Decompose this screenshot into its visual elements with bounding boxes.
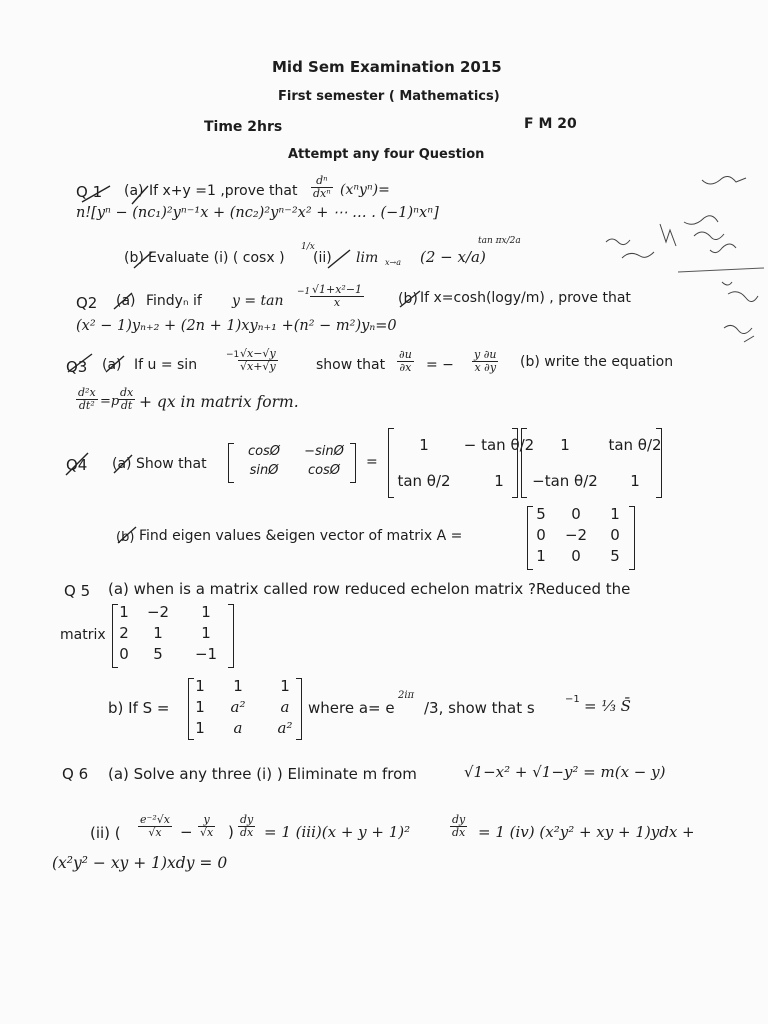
q2a-frac-den: x: [333, 296, 341, 309]
q4-A-cell: 0: [536, 526, 546, 544]
q5-S-cell: 1: [233, 677, 243, 695]
q2a-text: Findyₙ if: [146, 293, 202, 309]
q6-line2: (x²y² − xy + 1)xdy = 0: [52, 854, 228, 872]
q2a-frac-num: √1+x²−1: [312, 283, 363, 296]
q4-m3-cell: 1: [630, 472, 640, 490]
q1a-frac-num: dⁿ: [311, 175, 333, 188]
q6-ii-frac2-num: y: [198, 814, 215, 827]
q2b-line2: (x² − 1)yₙ₊₂ + (2n + 1)xyₙ₊₁ +(n² − m²)yₙ=0: [76, 318, 397, 334]
q3b-mid: =p: [100, 394, 120, 409]
q2b-label: (b): [398, 291, 418, 307]
q4-m3-left-bracket: [521, 428, 527, 498]
q3a-eq-frac2: [472, 349, 498, 374]
q4-m2-cell: 1: [494, 472, 504, 490]
q3b-frac2: [118, 387, 135, 412]
q6-ii-frac3: [238, 814, 255, 839]
q4-m3-right-bracket: [656, 428, 662, 498]
q3a-frac-num: √x−√y: [240, 347, 276, 360]
q3b-frac2-num: dx: [120, 386, 134, 399]
q5-m-cell: 1: [201, 624, 211, 642]
exam-subtitle: First semester ( Mathematics): [278, 89, 500, 104]
exam-marks: F M 20: [524, 116, 577, 132]
q4-m2-cell: 1: [419, 436, 429, 454]
q1a-frac-den: dxⁿ: [313, 187, 331, 200]
q5b-tail: = ⅓ S̄: [584, 697, 631, 715]
q3a-frac-den: √x+√y: [240, 360, 276, 373]
q4-m2-right-bracket: [512, 428, 518, 498]
q6-ii-frac1: [138, 814, 172, 839]
q5-label: Q 5: [64, 582, 91, 600]
q6-ii-mid: −: [180, 823, 193, 841]
q4-matrix-3: [530, 436, 670, 490]
q1a-label: (a): [124, 183, 144, 199]
q4-m3-cell: −tan θ/2: [532, 472, 598, 490]
q4-m3-cell: 1: [560, 436, 570, 454]
q6-ii-frac3-num: dy: [240, 813, 254, 826]
q5-matrix-S: [190, 677, 304, 738]
q1b-ii: (ii): [313, 250, 332, 266]
q6-iii-frac-num: dy: [452, 813, 466, 826]
q4b-label: (b): [116, 530, 135, 545]
q6-ii-frac1-den: √x: [148, 826, 162, 839]
q5-S-cell: a²: [230, 698, 246, 716]
q6-ii-frac2: [198, 814, 215, 839]
q4-m3-cell: tan θ/2: [608, 436, 662, 454]
q3a-show: show that: [316, 357, 386, 373]
q4-m1-cell: cosØ: [307, 463, 341, 478]
q1b-expr-exp: tan πx/2a: [478, 236, 521, 246]
q6-label: Q 6: [62, 765, 89, 783]
exam-instruction: Attempt any four Question: [288, 147, 485, 162]
pen-strikes-q4: [62, 445, 172, 545]
q1-label: Q 1: [76, 183, 103, 201]
q3a-eq-mid: = −: [426, 357, 454, 373]
q4-label: Q4: [66, 456, 88, 474]
pen-strikes-q2: [70, 285, 450, 315]
q4-m1-cell: −sinØ: [304, 444, 344, 459]
q6-ii-text: (ii) (: [90, 824, 121, 842]
q3a-eq-frac1: [397, 349, 414, 374]
q6-ii-frac2-den: √x: [200, 826, 214, 839]
q6-ii-frac1-num: e⁻²√x: [140, 813, 170, 826]
exam-title: Mid Sem Examination 2015: [272, 58, 502, 76]
q3b-frac1-num: d²x: [78, 386, 96, 399]
q5-S-right-bracket: [296, 678, 302, 740]
q2a-label: (a): [116, 293, 136, 309]
q5-matrix-word: matrix: [60, 627, 106, 643]
q4-A-cell: 0: [571, 547, 581, 565]
q1a-line2: n![yⁿ − (nc₁)²yⁿ⁻¹x + (nc₂)²yⁿ⁻²x² + ⋯ … . (−1)ⁿxⁿ]: [76, 205, 439, 221]
q4-A-cell: 1: [536, 547, 546, 565]
q6-iii-frac-den: dx: [452, 826, 466, 839]
q1a-expr: (xⁿyⁿ)=: [340, 182, 390, 198]
q5-S-cell: 1: [195, 719, 205, 737]
q3b-text: (b) write the equation: [520, 354, 674, 370]
q3a-exp: −1: [226, 350, 240, 360]
q5-m-cell: 5: [153, 645, 163, 663]
q5-S-cell: a²: [277, 719, 293, 737]
q1b-exponent: 1/x: [301, 242, 315, 252]
q5-S-cell: 1: [280, 677, 290, 695]
q5-m-cell: 1: [153, 624, 163, 642]
q4b-text: Find eigen values &eigen vector of matrix A =: [139, 528, 463, 544]
q4-A-cell: 0: [571, 505, 581, 523]
q4-A-right-bracket: [629, 506, 635, 570]
q5-m-cell: 1: [119, 603, 129, 621]
exam-time: Time 2hrs: [204, 119, 283, 135]
pen-strikes-q3: [62, 350, 142, 380]
q1b-lim-sub: x→a: [385, 258, 401, 267]
q3b-tail: + qx in matrix form.: [139, 393, 299, 411]
q4-A-cell: 1: [610, 505, 620, 523]
q6a-text: (a) Solve any three (i) ) Eliminate m from: [108, 765, 417, 783]
q2a-eq-exp: −1: [297, 287, 311, 297]
q3b-frac1: [76, 387, 98, 412]
q6-ii-close: ): [228, 823, 234, 841]
q5-S-cell: 1: [195, 698, 205, 716]
q4a-text: (a) Show that: [112, 456, 207, 472]
q6-iii-frac: [450, 814, 467, 839]
handwritten-scribble-graphic: [598, 172, 768, 362]
q5-m-cell: 2: [119, 624, 129, 642]
q4-A-cell: 0: [610, 526, 620, 544]
q2b-text: If x=cosh(logy/m) , prove that: [420, 290, 631, 306]
q4-m1-cell: sinØ: [249, 463, 279, 478]
q1b-label: (b): [124, 250, 144, 266]
q5-S-cell: a: [233, 719, 243, 737]
q6-ii-frac3-den: dx: [240, 826, 254, 839]
q5-m-right-bracket: [228, 604, 234, 668]
q1b-text: Evaluate (i) ( cosx ): [148, 250, 285, 266]
q3b-frac1-den: dt²: [78, 399, 95, 412]
q5b-where-tail: /3, show that s: [424, 699, 535, 717]
q2-label: Q2: [76, 294, 98, 312]
q6a-expr: √1−x² + √1−y² = m(x − y): [464, 763, 666, 781]
q5-m-cell: 1: [201, 603, 211, 621]
q3a-frac1-den: ∂x: [399, 361, 412, 374]
q5b-where-exp: 2iπ: [398, 690, 415, 701]
q5-S-cell: 1: [195, 677, 205, 695]
q2a-eq: y = tan: [232, 293, 284, 309]
q3a-frac1-num: ∂u: [399, 348, 412, 361]
q1b-lim: lim: [356, 250, 379, 266]
q5-m-cell: 0: [119, 645, 129, 663]
q5-m-cell: −2: [146, 603, 170, 621]
q4-m1-right-bracket: [350, 443, 356, 483]
q1b-expr: (2 − x/a): [420, 248, 486, 266]
q5b-inv: −1: [565, 694, 580, 705]
q4-A-cell: 5: [536, 505, 546, 523]
q5-m-cell: −1: [194, 645, 218, 663]
q3a-fraction: [238, 348, 278, 373]
q3a-text: If u = sin: [134, 357, 198, 373]
q3a-frac2-num: y ∂u: [474, 348, 497, 361]
q4-matrix-1: [234, 444, 354, 478]
q3-label: Q3: [66, 358, 88, 376]
q1a-text: If x+y =1 ,prove that: [149, 183, 298, 199]
q3b-frac2-den: dt: [120, 399, 133, 412]
q3a-label: (a): [102, 357, 122, 373]
pen-strikes-q1: [70, 178, 490, 278]
q4-m1-cell: cosØ: [247, 444, 281, 459]
q4-A-cell: −2: [564, 526, 588, 544]
q4-m2-cell: − tan θ/2: [463, 436, 535, 454]
q5a-text: (a) when is a matrix called row reduced echelon matrix ?Reduced the: [108, 580, 631, 598]
q6-ii-eq: = 1 (iii)(x + y + 1)²: [264, 823, 411, 841]
q5b-where: where a= e: [308, 699, 395, 717]
q5-S-cell: a: [280, 698, 290, 716]
q6-iii-eq: = 1 (iv) (x²y² + xy + 1)ydx +: [478, 823, 695, 841]
q4-matrix-A: [530, 505, 630, 566]
q5b-text: b) If S =: [108, 699, 170, 717]
q3a-frac2-den: x ∂y: [474, 361, 497, 374]
q5-matrix: [112, 603, 232, 664]
q4-equals: =: [366, 454, 378, 470]
q4-A-cell: 5: [610, 547, 620, 565]
q4-m2-cell: tan θ/2: [397, 472, 451, 490]
